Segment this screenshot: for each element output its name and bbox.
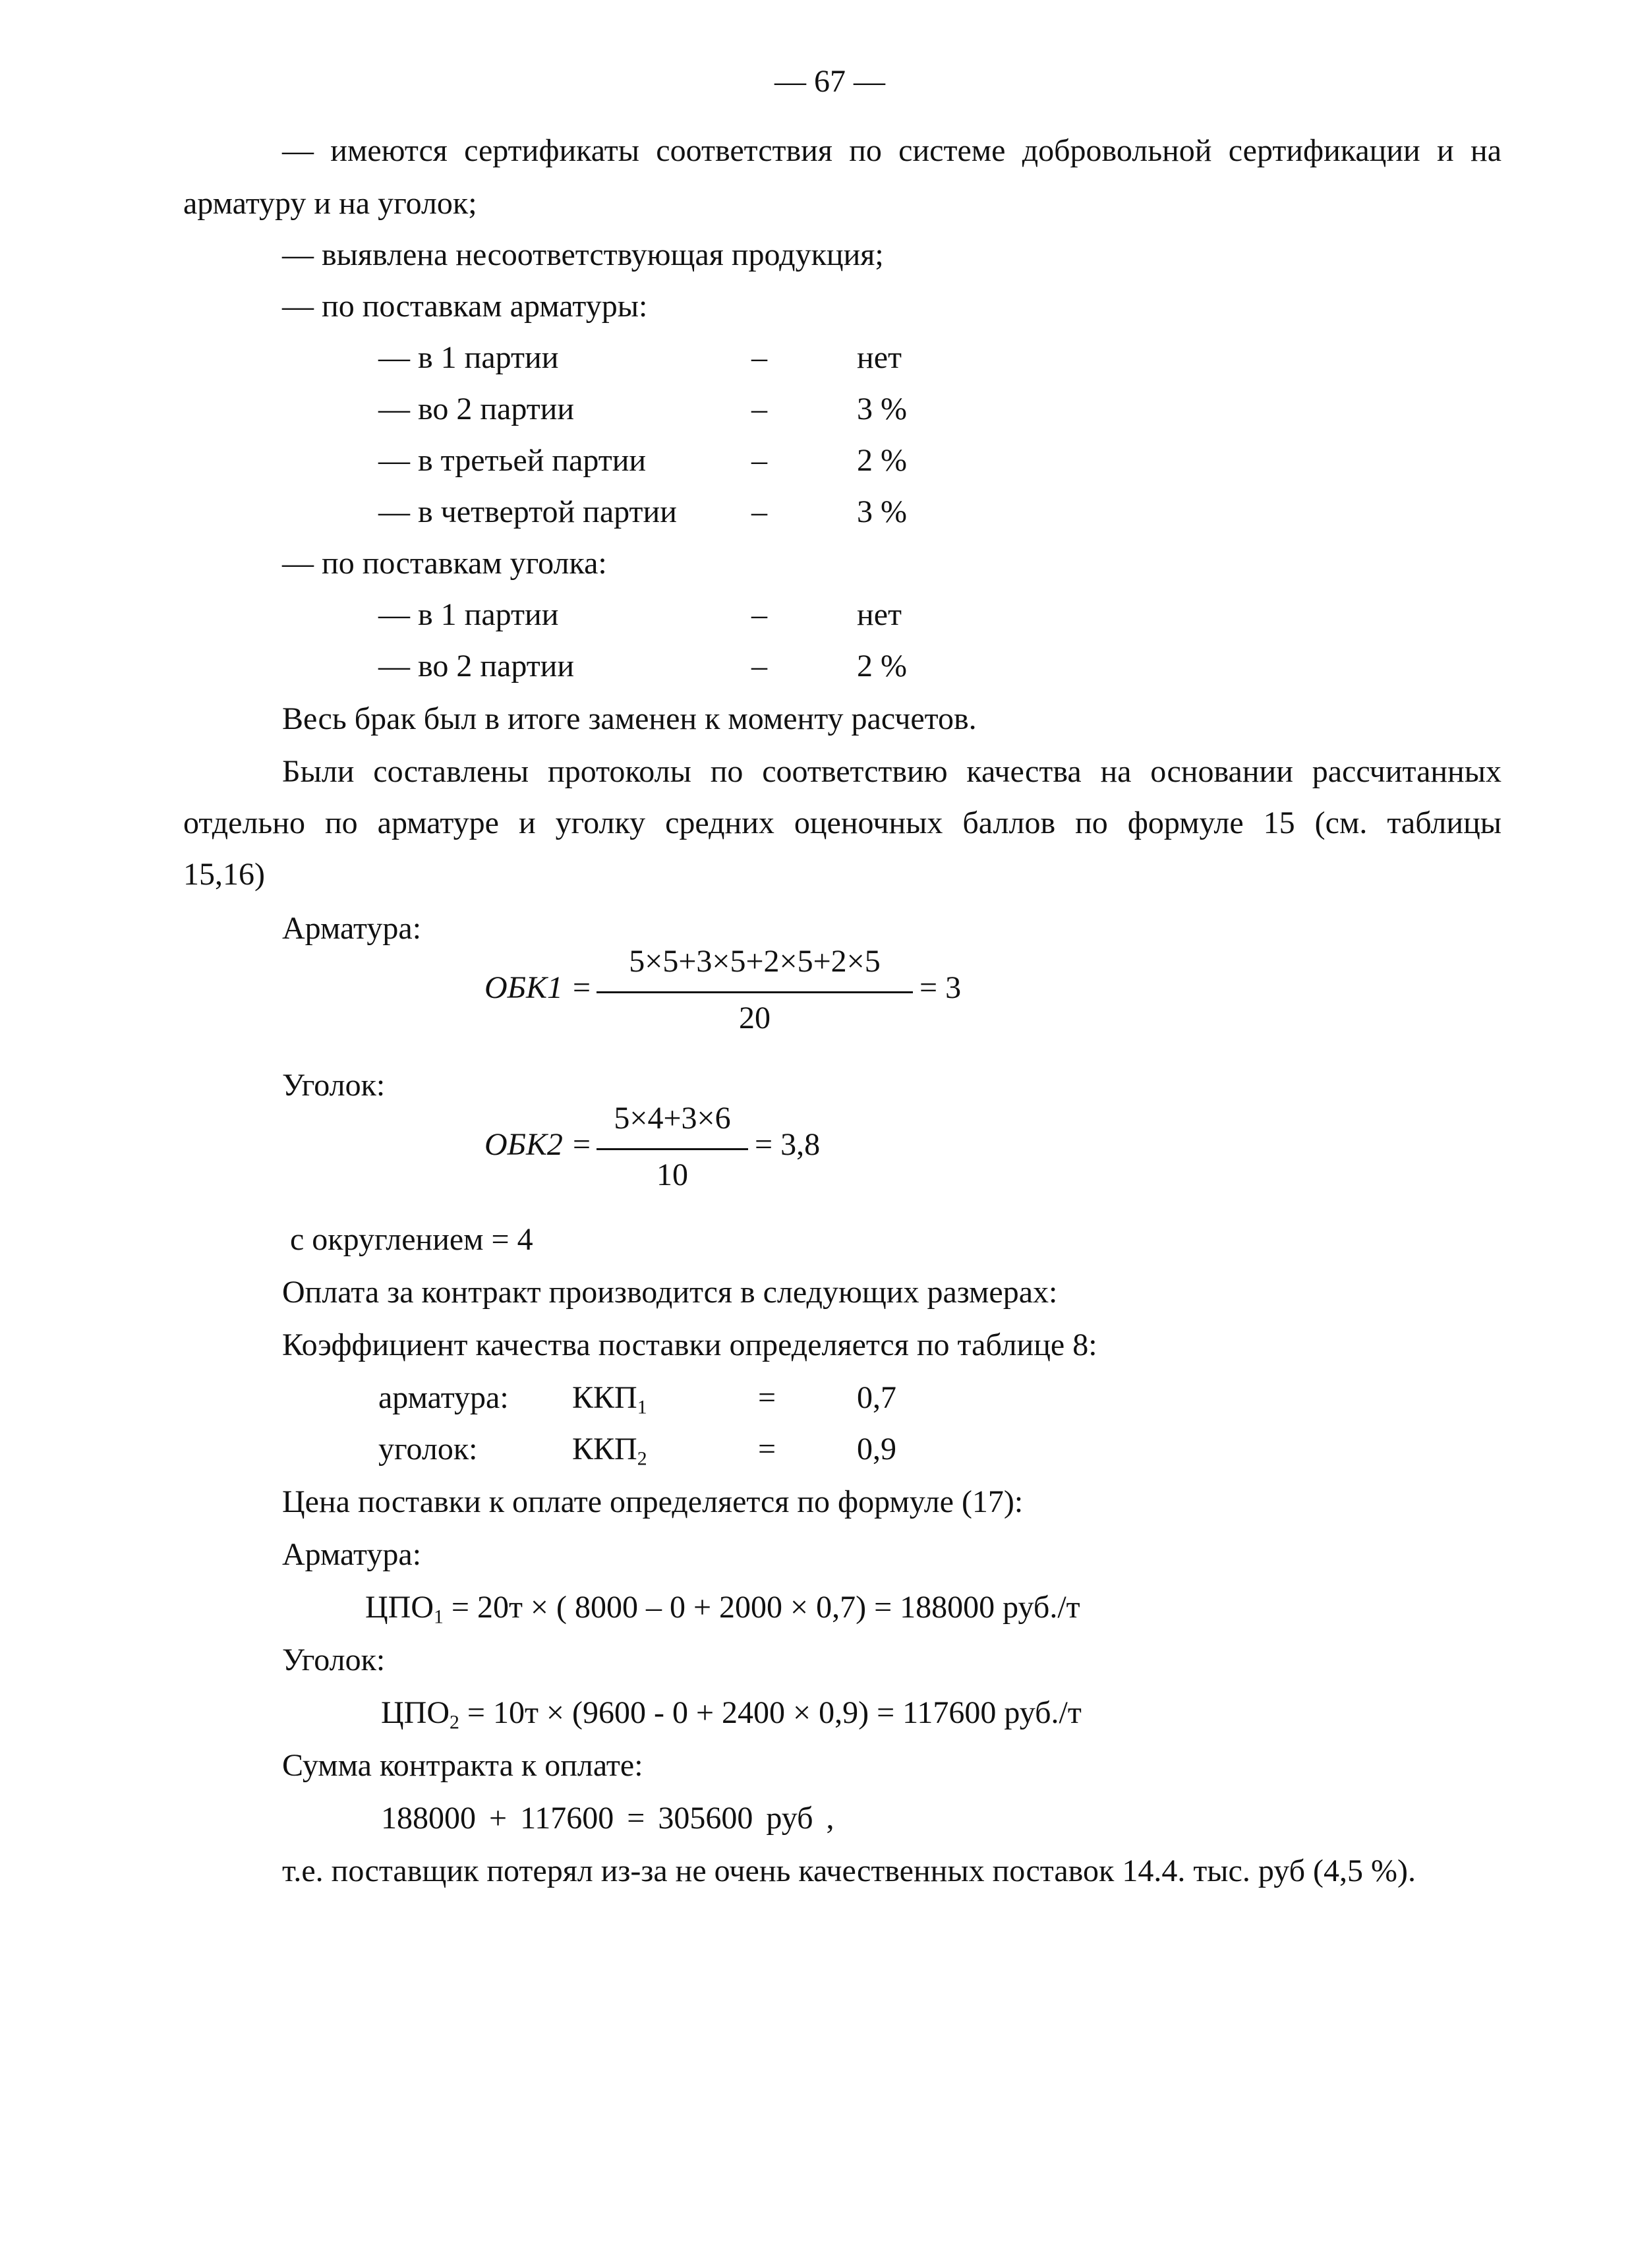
fraction-bar — [597, 991, 913, 993]
rebar-price-heading: Арматура: — [282, 1537, 422, 1572]
page-number: — 67 — — [774, 64, 885, 99]
coef-row-equals: = — [758, 1432, 776, 1467]
conclusion-line: т.е. поставщик потерял из-за не очень качественных поставок 14.4. тыс. руб (4,5 %). — [282, 1853, 1416, 1888]
intro-line-2: арматуру и на уголок; — [183, 186, 477, 221]
rebar-batch-label: — в 1 партии — [378, 340, 559, 375]
formula1-numerator: 5×5+3×5+2×5+2×5 — [629, 944, 881, 979]
rebar-batch-label: — в четвертой партии — [378, 494, 677, 529]
angle-batch-dash: – — [751, 649, 767, 683]
angle-header: — по поставкам уголка: — [282, 546, 607, 581]
replaced-paragraph: Весь брак был в итоге заменен к моменту расчетов. — [282, 701, 977, 736]
formula2-denominator: 10 — [656, 1157, 688, 1192]
formula2-result: = 3,8 — [755, 1127, 821, 1162]
angle-batch-value: 2 % — [857, 649, 907, 683]
rebar-batch-label: — в третьей партии — [378, 443, 647, 478]
protocols-line-3: 15,16) — [183, 857, 265, 892]
angle-batch-label: — во 2 партии — [378, 649, 575, 683]
sum-heading: Сумма контракта к оплате: — [282, 1748, 643, 1783]
rebar-batch-value: нет — [857, 340, 902, 375]
formula1-lhs: ОБК1 = — [484, 970, 593, 1005]
coef-row-name: арматура: — [378, 1380, 509, 1415]
rebar-batch-label: — во 2 партии — [378, 392, 575, 426]
coefficient-intro: Коэффициент качества поставки определяется по таблице 8: — [282, 1327, 1097, 1362]
coef-row-value: 0,7 — [857, 1380, 896, 1415]
coef-row-name: уголок: — [378, 1432, 478, 1467]
coef-row-value: 0,9 — [857, 1432, 896, 1467]
fraction-bar — [597, 1148, 748, 1150]
protocols-line-1: Были составлены протоколы по соответствию качества на основании рассчитанных — [282, 754, 1501, 789]
rebar-batch-dash: – — [751, 392, 767, 426]
sum-formula: 188000 + 117600 = 305600 руб , — [381, 1801, 834, 1836]
formula1-fraction — [597, 943, 913, 1035]
price-intro: Цена поставки к оплате определяется по формуле (17): — [282, 1484, 1024, 1519]
coef-row-equals: = — [758, 1380, 776, 1415]
rebar-batch-value: 2 % — [857, 443, 907, 478]
angle-batch-label: — в 1 партии — [378, 597, 559, 632]
rounding-line: с округлением = 4 — [290, 1222, 533, 1257]
rebar-header: — по поставкам арматуры: — [282, 289, 648, 324]
rebar-batch-dash: – — [751, 443, 767, 478]
coef-row-symbol: $ККП_2$ — [572, 1432, 647, 1470]
formula1-result: = 3 — [919, 970, 962, 1005]
formula2-heading: Уголок: — [282, 1068, 386, 1103]
rebar-batch-value: 3 % — [857, 494, 907, 529]
intro-line-1: — имеются сертификаты соответствия по системе добровольной сертификации и на — [282, 133, 1501, 168]
payment-intro: Оплата за контракт производится в следующих размерах: — [282, 1275, 1058, 1310]
angle-price-heading: Уголок: — [282, 1643, 386, 1677]
angle-batch-value: нет — [857, 597, 902, 632]
rebar-batch-dash: – — [751, 494, 767, 529]
angle-price-formula: $ЦПО_2 = 10т \times (9600 - 0 + 2400 \times 0,9) = 117600$ руб./т — [381, 1695, 1082, 1733]
formula2-numerator: 5×4+3×6 — [614, 1101, 731, 1136]
formula1-denominator: 20 — [739, 1001, 771, 1035]
coef-row-symbol: $ККП_1$ — [572, 1380, 647, 1418]
rebar-batch-value: 3 % — [857, 392, 907, 426]
defects-line: — выявлена несоответствующая продукция; — [282, 237, 884, 272]
formula2-lhs: ОБК2 = — [484, 1127, 593, 1162]
protocols-line-2: отдельно по арматуре и уголку средних оценочных баллов по формуле 15 (см. таблицы — [183, 805, 1501, 840]
rebar-batch-dash: – — [751, 340, 767, 375]
rebar-price-formula: $ЦПО_1 = 20т$ × ( 8000 – 0 + 2000 × 0,7) = 188000 руб./т — [365, 1590, 1080, 1628]
formula2-fraction — [597, 1099, 748, 1192]
angle-batch-dash: – — [751, 597, 767, 632]
formula1-heading: Арматура: — [282, 911, 422, 946]
